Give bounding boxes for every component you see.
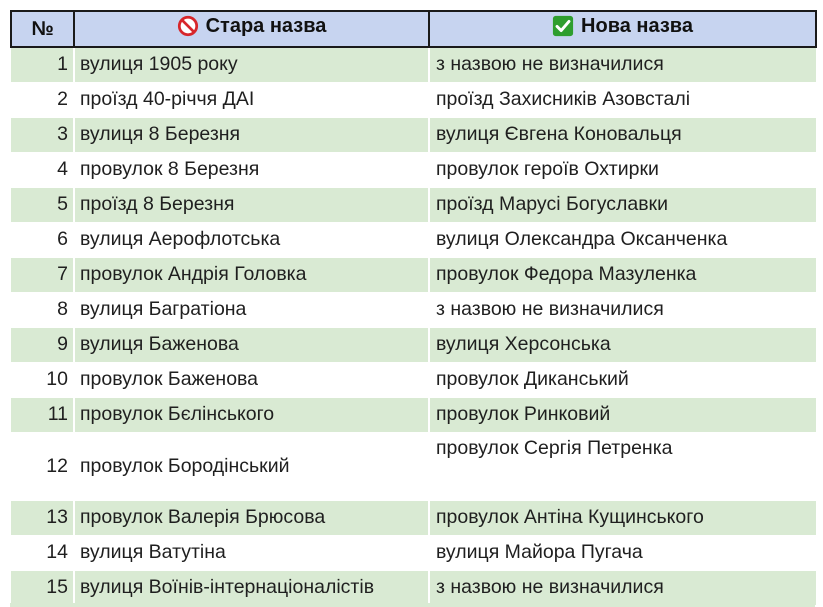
header-old-name bbox=[74, 11, 429, 47]
header-number bbox=[11, 11, 74, 47]
old-name-cell: провулок 8 Березня bbox=[74, 152, 429, 187]
old-name-cell: провулок Баженова bbox=[74, 362, 429, 397]
new-name-cell: проїзд Захисників Азовсталі bbox=[429, 82, 816, 117]
header-new-name bbox=[429, 11, 816, 47]
old-name-cell: проїзд 8 Березня bbox=[74, 187, 429, 222]
row-number: 10 bbox=[11, 362, 74, 397]
new-name-cell: провулок Сергія Петренка bbox=[429, 432, 816, 500]
new-name-cell: вулиця Майора Пугача bbox=[429, 535, 816, 570]
row-number: 15 bbox=[11, 570, 74, 605]
row-number: 2 bbox=[11, 82, 74, 117]
table-row bbox=[11, 117, 816, 152]
new-name-cell: вулиця Євгена Коновальця bbox=[429, 117, 816, 152]
row-number: 6 bbox=[11, 222, 74, 257]
table-row bbox=[11, 82, 816, 117]
table-row bbox=[11, 152, 816, 187]
old-name-cell: вулиця Баженова bbox=[74, 327, 429, 362]
prohibited-icon bbox=[177, 15, 199, 37]
header-old-name-label: Стара назва bbox=[205, 14, 327, 37]
new-name-cell: вулиця Херсонська bbox=[429, 327, 816, 362]
new-name-cell: з назвою не визначилися bbox=[429, 292, 816, 327]
table-row bbox=[11, 327, 816, 362]
new-name-cell: з назвою не визначилися bbox=[429, 570, 816, 605]
row-number: 8 bbox=[11, 292, 74, 327]
table-row bbox=[11, 500, 816, 535]
old-name-cell: провулок Бєлінського bbox=[74, 397, 429, 432]
table-row bbox=[11, 397, 816, 432]
new-name-cell: провулок Федора Мазуленка bbox=[429, 257, 816, 292]
table-row bbox=[11, 257, 816, 292]
row-number: 9 bbox=[11, 327, 74, 362]
table-row bbox=[11, 187, 816, 222]
new-name-cell: провулок героїв Охтирки bbox=[429, 152, 816, 187]
header-new-name-label: Нова назва bbox=[581, 14, 693, 37]
row-number: 4 bbox=[11, 152, 74, 187]
new-name-cell: проїзд Марусі Богуславки bbox=[429, 187, 816, 222]
table-row bbox=[11, 222, 816, 257]
old-name-cell: вулиця Аерофлотська bbox=[74, 222, 429, 257]
check-mark-button-icon bbox=[552, 15, 574, 37]
new-name-cell: провулок Антіна Кущинського bbox=[429, 500, 816, 535]
new-name-cell: вулиця Олександра Оксанченка bbox=[429, 222, 816, 257]
table-row bbox=[11, 362, 816, 397]
row-number: 3 bbox=[11, 117, 74, 152]
old-name-cell: проїзд 40-річчя ДАІ bbox=[74, 82, 429, 117]
old-name-cell: вулиця Ватутіна bbox=[74, 535, 429, 570]
old-name-cell: вулиця Воїнів-інтернаціоналістів bbox=[74, 570, 429, 605]
table-row bbox=[11, 570, 816, 605]
next-row-edge bbox=[10, 603, 815, 607]
old-name-cell: провулок Андрія Головка bbox=[74, 257, 429, 292]
table-row bbox=[11, 535, 816, 570]
row-number: 12 bbox=[11, 432, 74, 500]
street-rename-table bbox=[10, 10, 817, 606]
header-number-label: № bbox=[31, 17, 54, 40]
old-name-cell: вулиця 8 Березня bbox=[74, 117, 429, 152]
old-name-cell: провулок Валерія Брюсова bbox=[74, 500, 429, 535]
new-name-cell: провулок Диканський bbox=[429, 362, 816, 397]
header-row bbox=[11, 11, 816, 47]
row-number: 5 bbox=[11, 187, 74, 222]
old-name-cell: провулок Бородінський bbox=[74, 432, 429, 500]
row-number: 11 bbox=[11, 397, 74, 432]
table-row bbox=[11, 47, 816, 82]
old-name-cell: вулиця 1905 року bbox=[74, 47, 429, 82]
row-number: 13 bbox=[11, 500, 74, 535]
old-name-cell: вулиця Багратіона bbox=[74, 292, 429, 327]
row-number: 7 bbox=[11, 257, 74, 292]
table-row bbox=[11, 432, 816, 500]
row-number: 1 bbox=[11, 47, 74, 82]
table-row bbox=[11, 292, 816, 327]
row-number: 14 bbox=[11, 535, 74, 570]
new-name-cell: провулок Ринковий bbox=[429, 397, 816, 432]
new-name-cell: з назвою не визначилися bbox=[429, 47, 816, 82]
